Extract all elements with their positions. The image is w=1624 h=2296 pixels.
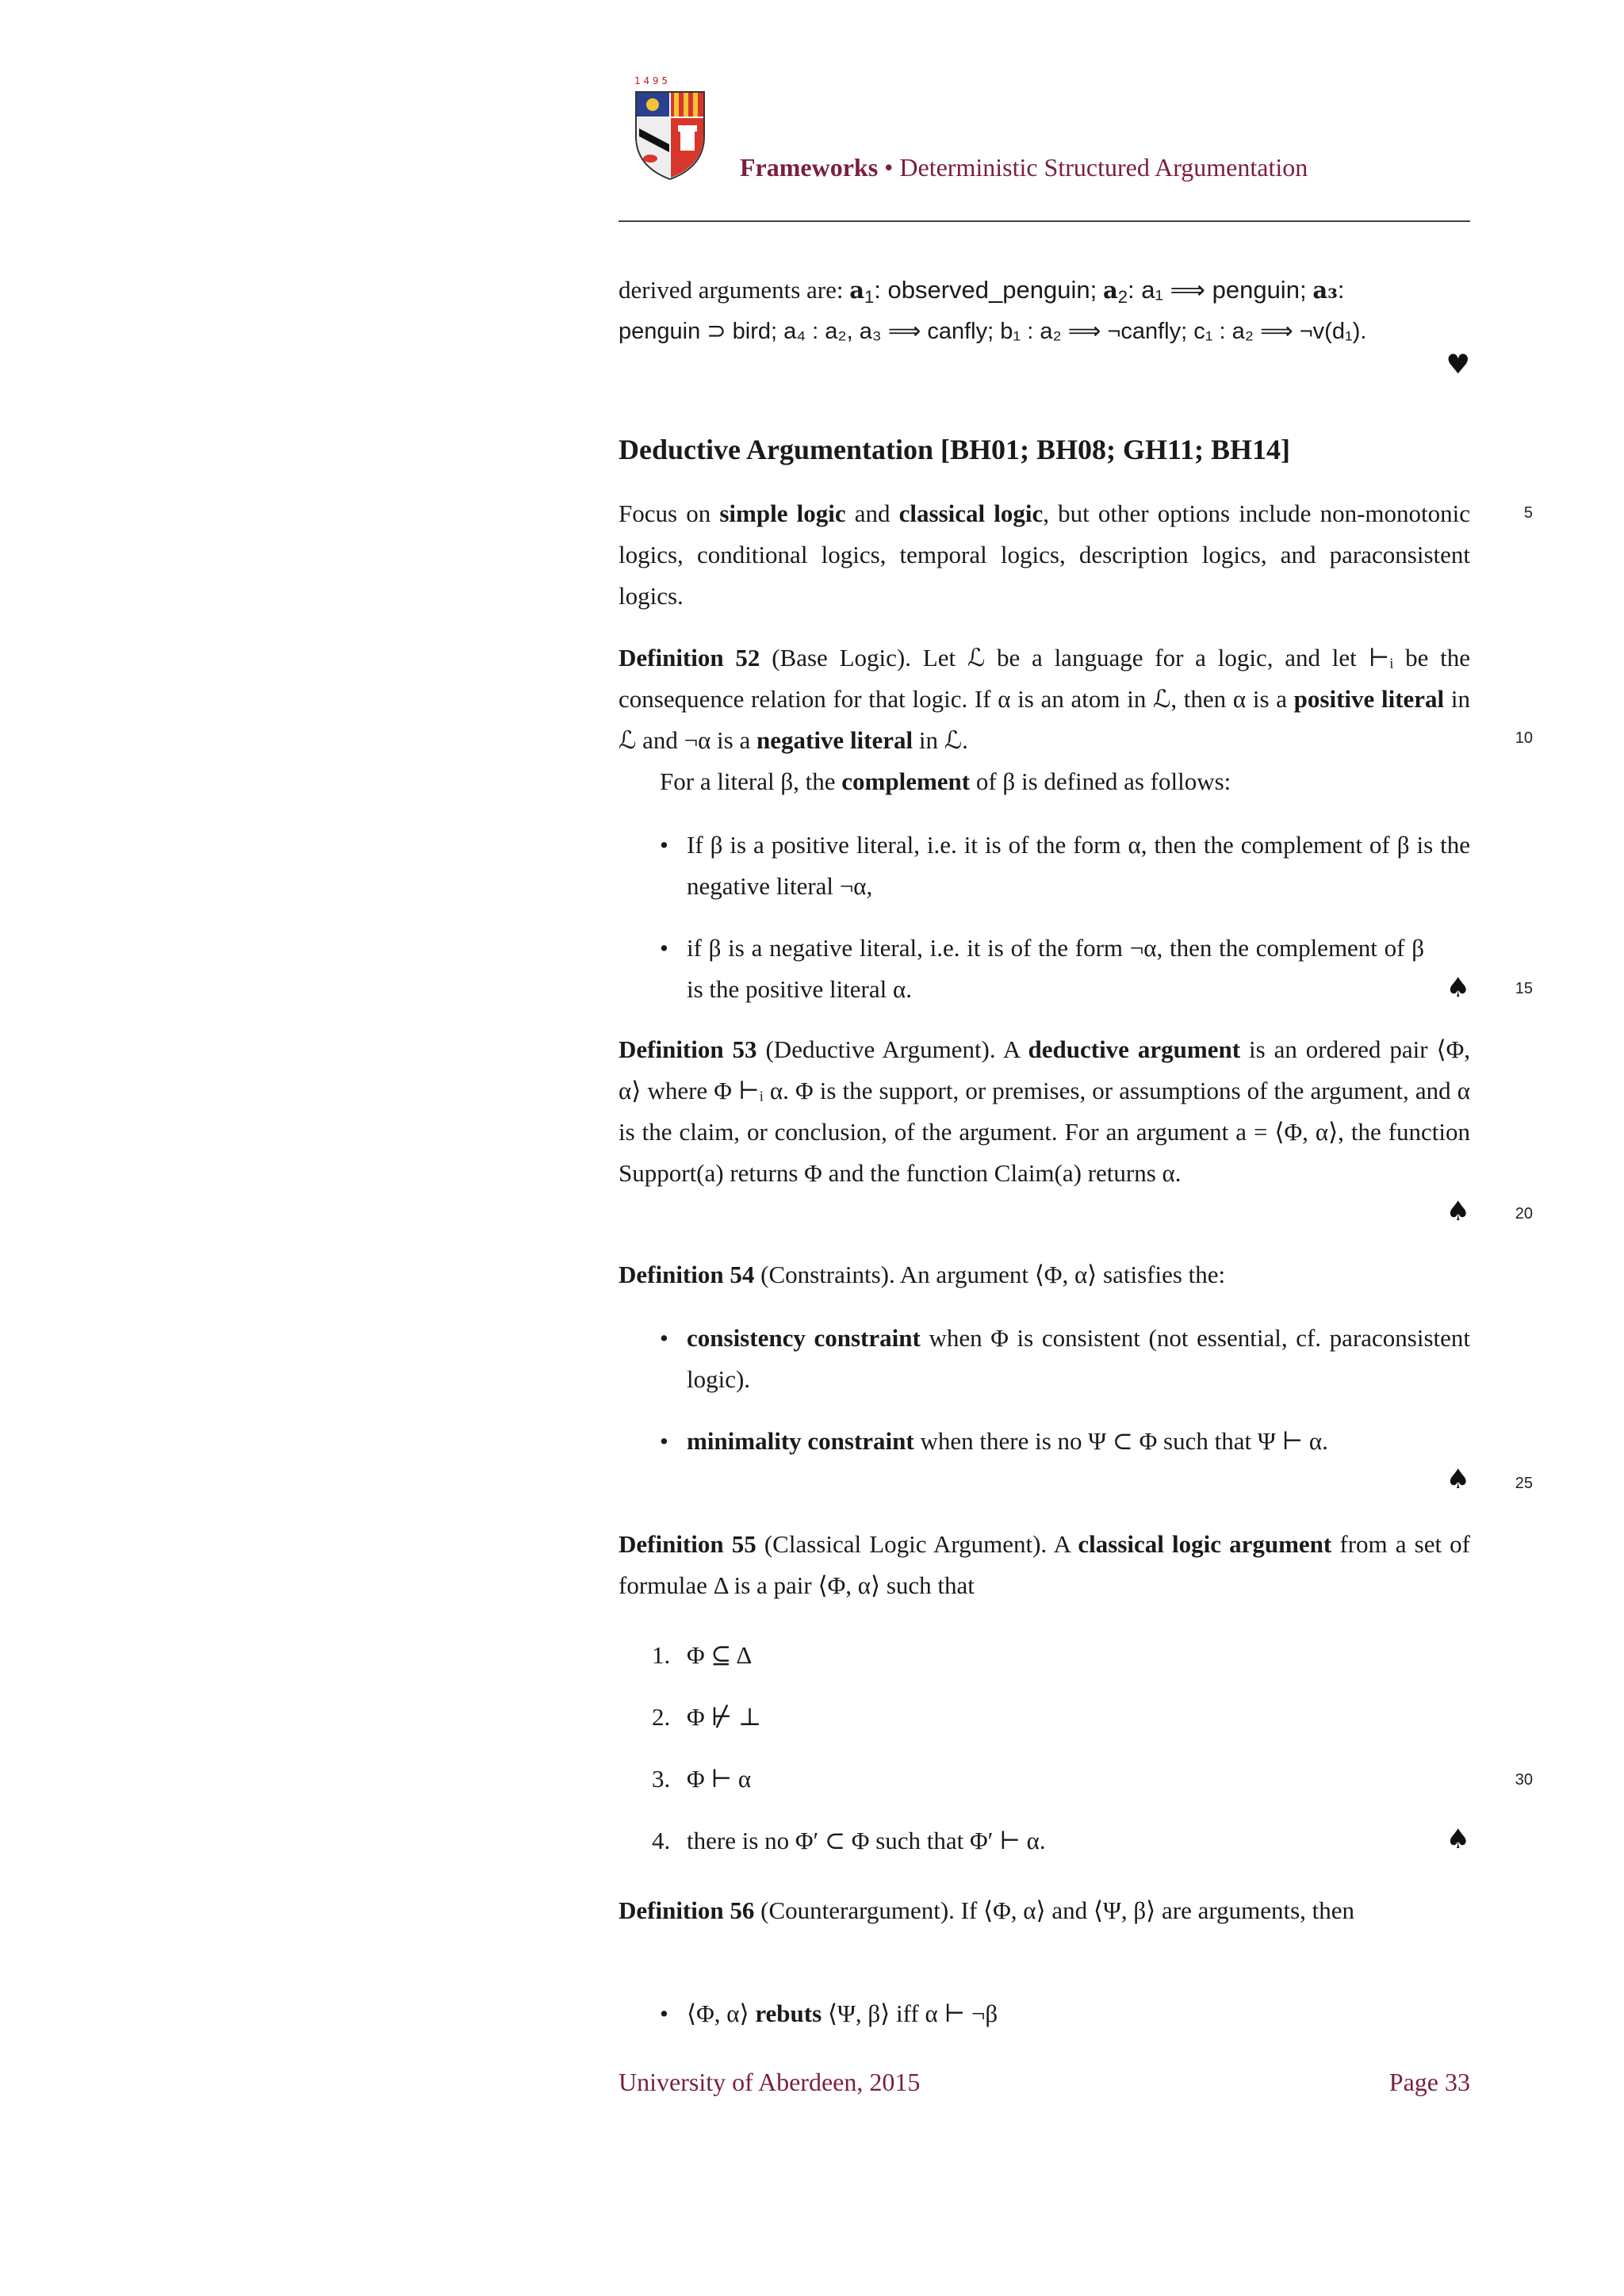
definition-53: Definition 53 (Deductive Argument). A deductive argument is an ordered pair ⟨Φ, α⟩ where Φ ⊢ᵢ α. Φ is the support, or premises, or assumptions of the argument, and α is the claim, or conclusion, of the argument. For an argument a = ⟨Φ, α⟩, the function Support(a) returns Φ and the function Claim(a) returns α. [619, 1035, 1471, 1187]
list-item: Φ ⊢ α [687, 1765, 752, 1793]
def53-label: Definition 53 [619, 1035, 757, 1063]
list-number: 1. [652, 1641, 671, 1669]
def54-item-2: minimality constraint when there is no Ψ ⊂ Φ such that Ψ ⊢ α. [687, 1427, 1328, 1455]
def54-item-1: consistency constraint when Φ is consistent (not essential, cf. paraconsistent logic). [687, 1324, 1471, 1393]
intro-line-2: penguin ⊃ bird; a₄ : a₂, a₃ ⟹ canfly; b₁ : a₂ ⟹ ¬canfly; c₁ : a₂ ⟹ ¬v(d₁). [619, 319, 1367, 344]
def52-item-1: If β is a positive literal, i.e. it is of the form α, then the complement of β is the negative literal ¬α, [687, 831, 1470, 900]
footer-university: University of Aberdeen, 2015 [619, 2068, 921, 2096]
line-number: 20 [1515, 1205, 1533, 1223]
crest-year: 1 4 9 5 [634, 75, 668, 86]
list-item: Φ ⊆ Δ [687, 1641, 753, 1669]
header-title [740, 153, 1308, 182]
header-title-bold: Frameworks [740, 153, 879, 182]
bullet: • [660, 934, 668, 962]
spade-icon: ♠ [1446, 1464, 1470, 1495]
focus-paragraph: Focus on simple logic and classical logic, but other options include non-monotonic logics, conditional logics, temporal logics, description logics, and paraconsistent logics. [619, 499, 1470, 610]
list-item: Φ ⊬ ⊥ [687, 1703, 761, 1731]
section-heading: Deductive Argumentation [BH01; BH08; GH11; BH14] [619, 434, 1290, 465]
definition-55: Definition 55 (Classical Logic Argument). A classical logic argument from a set of formulae Δ is a pair ⟨Φ, α⟩ such that [619, 1530, 1471, 1599]
def52-complement-intro: For a literal β, the complement of β is defined as follows: [660, 767, 1231, 795]
spade-icon: ♠ [1446, 1196, 1470, 1227]
spade-icon: ♠ [1446, 972, 1470, 1004]
bullet: • [660, 831, 668, 859]
header-rule [619, 220, 1470, 222]
def52-item-2: if β is a negative literal, i.e. it is of the form ¬α, then the complement of β is the positive literal α. [687, 934, 1424, 1003]
definition-54: Definition 54 (Constraints). An argument ⟨Φ, α⟩ satisfies the: [619, 1261, 1226, 1288]
def54-label: Definition 54 [619, 1261, 755, 1288]
university-crest-logo [626, 73, 714, 184]
def56-item-1: ⟨Φ, α⟩ rebuts ⟨Ψ, β⟩ iff α ⊢ ¬β [687, 1999, 998, 2027]
list-number: 4. [652, 1827, 671, 1854]
footer-page-number: Page 33 [1388, 2068, 1470, 2096]
def55-label: Definition 55 [619, 1530, 756, 1558]
line-number: 15 [1515, 980, 1533, 997]
line-number: 30 [1515, 1771, 1533, 1789]
list-number: 2. [652, 1703, 671, 1731]
line-number: 25 [1515, 1475, 1533, 1492]
definition-52: Definition 52 (Base Logic). Let ℒ be a language for a logic, and let ⊢ᵢ be the consequence relation for that logic. If α is an atom in ℒ, then α is a positive literal in ℒ and ¬α is a negative literal in ℒ. [619, 644, 1471, 754]
bullet: • [660, 1324, 668, 1352]
line-number: 10 [1515, 729, 1533, 747]
header-bullet: • [884, 153, 894, 182]
def56-label: Definition 56 [619, 1896, 755, 1924]
line-number: 5 [1523, 504, 1533, 522]
list-item: there is no Φ′ ⊂ Φ such that Φ′ ⊢ α. [687, 1827, 1046, 1854]
def52-label: Definition 52 [619, 644, 760, 672]
heart-icon: ♥ [1446, 349, 1470, 381]
header-title-rest: Deterministic Structured Argumentation [899, 153, 1308, 182]
intro-line-1: derived arguments are: $a_1$: observed_penguin; $a_2$: a₁ ⟹ penguin; a₃: [619, 276, 1345, 307]
definition-56: Definition 56 (Counterargument). If ⟨Φ, α⟩ and ⟨Ψ, β⟩ are arguments, then [619, 1896, 1355, 1924]
bullet: • [660, 1427, 668, 1455]
list-number: 3. [652, 1765, 671, 1793]
bullet: • [660, 1999, 668, 2027]
spade-icon: ♠ [1446, 1823, 1470, 1855]
